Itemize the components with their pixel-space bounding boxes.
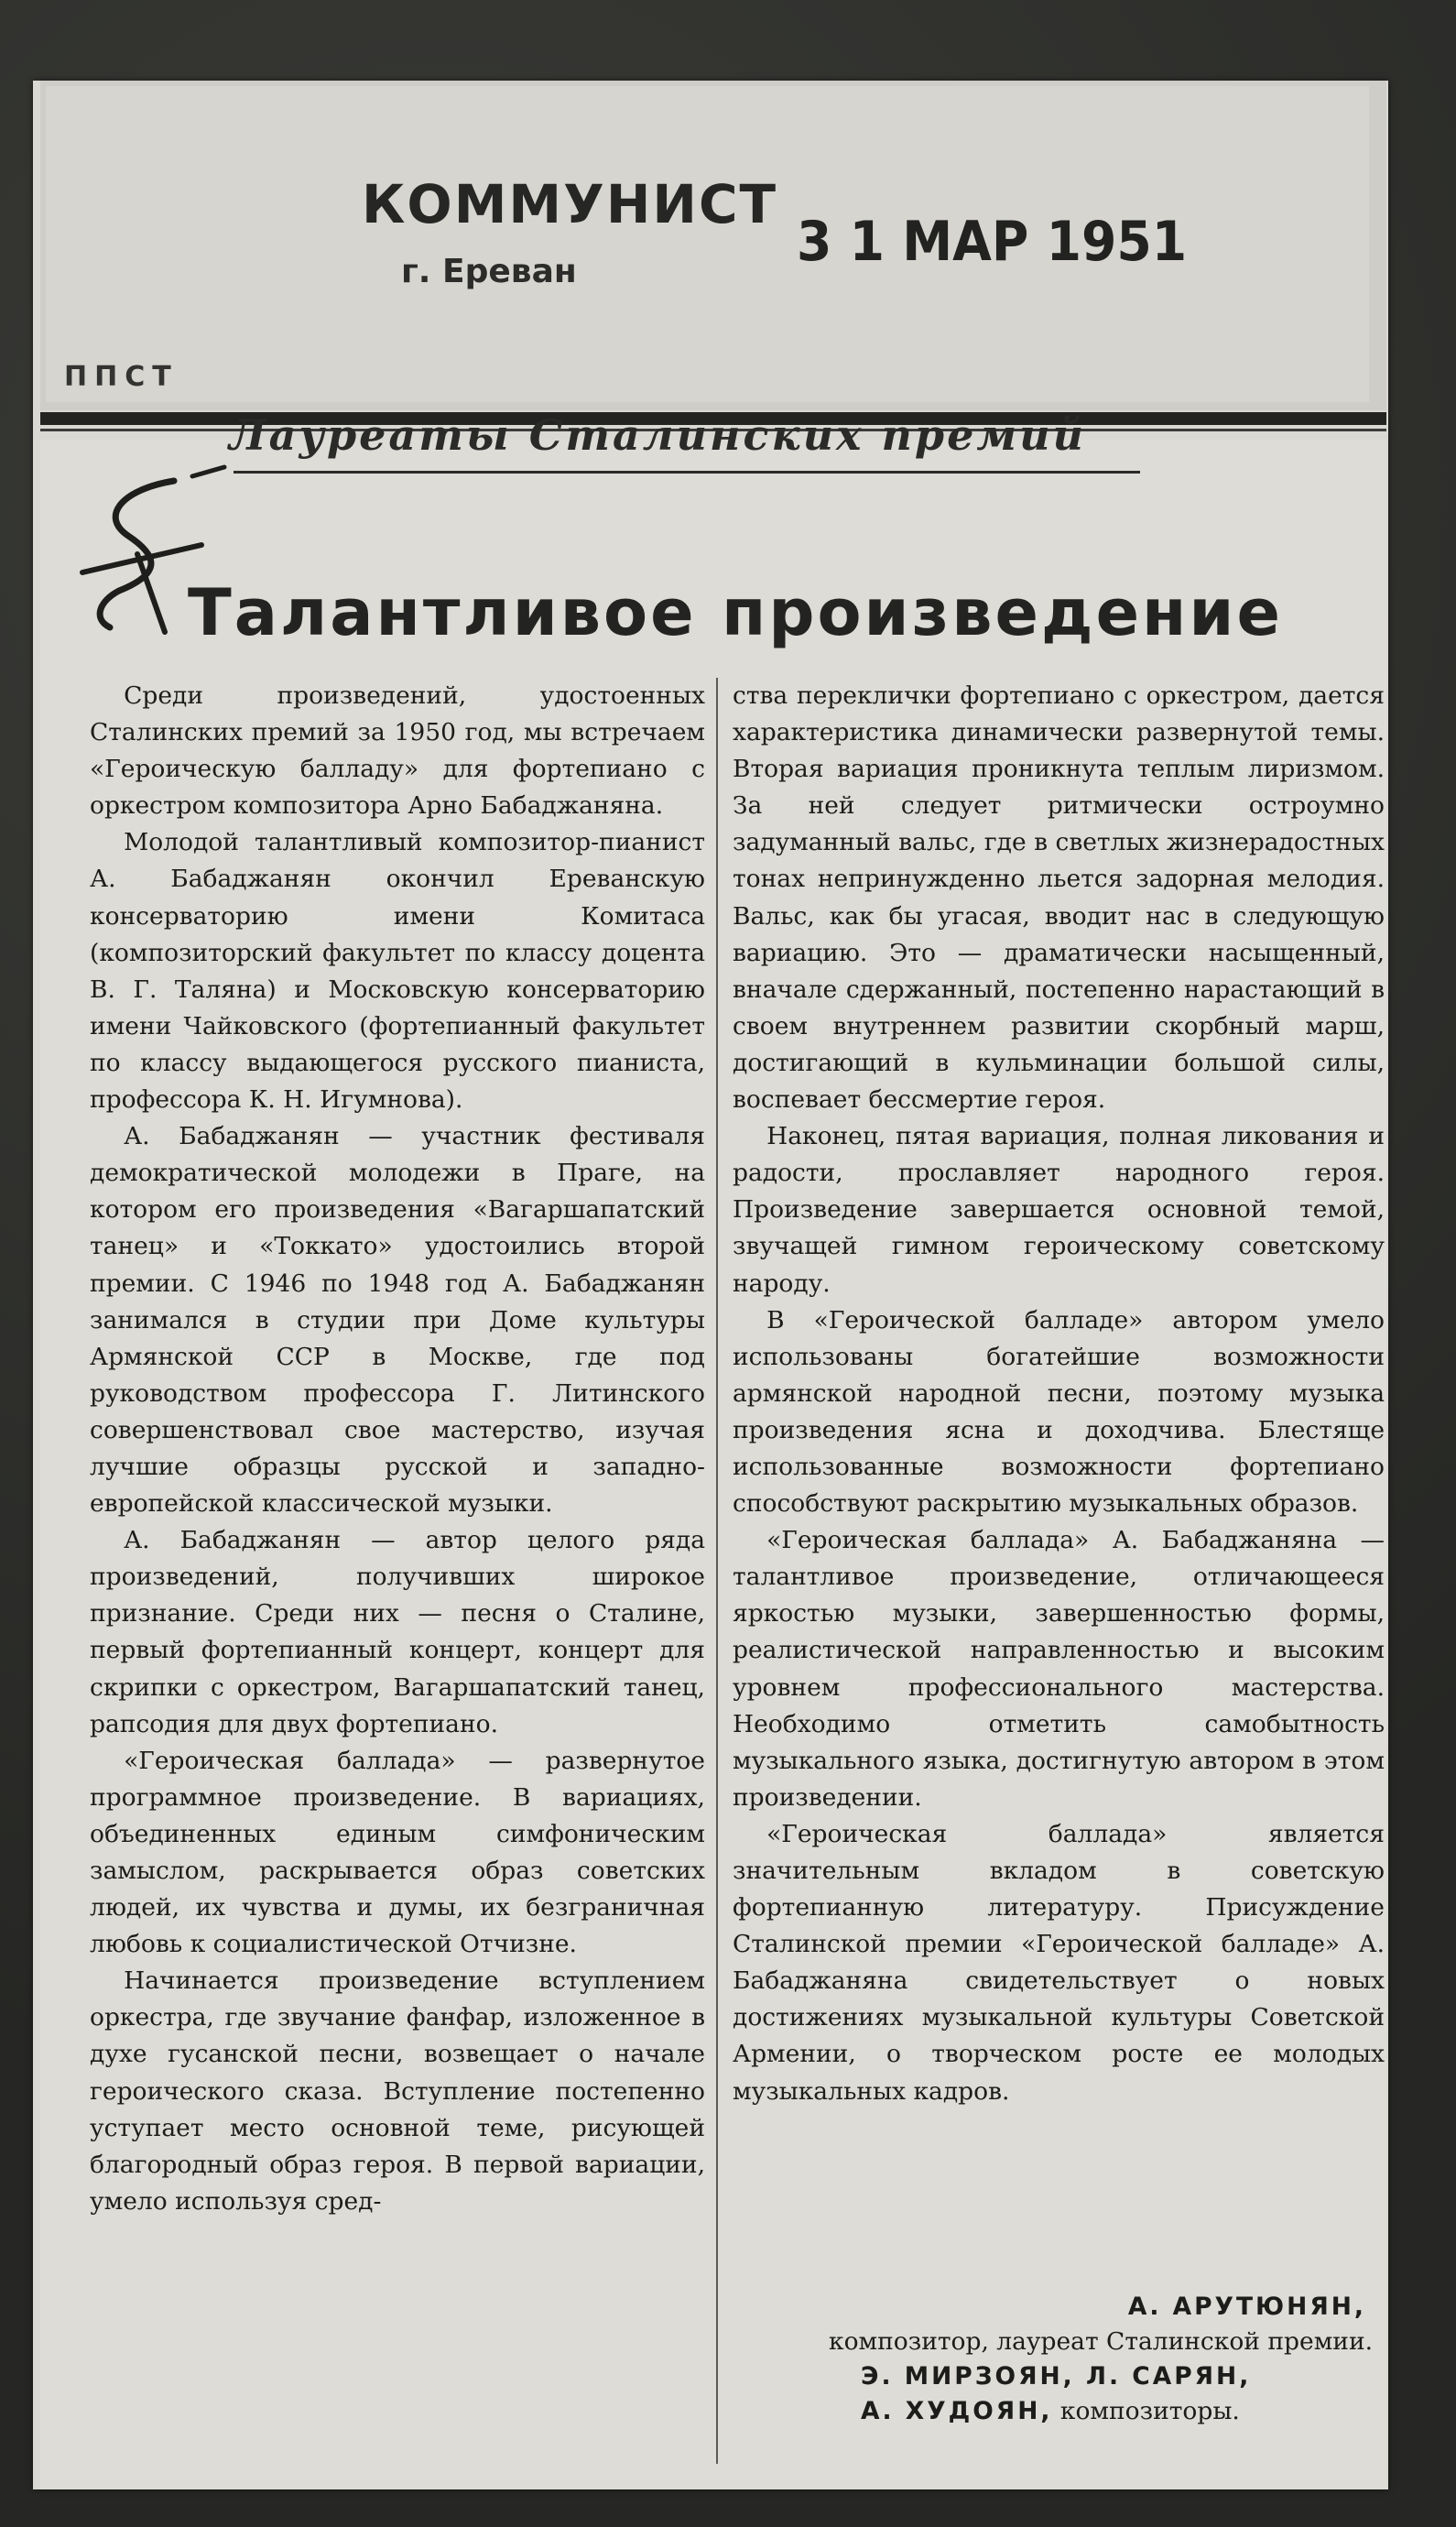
article-column-right xyxy=(733,678,1385,2110)
paragraph: «Героическая баллада» А. Бабаджаняна — талантливое произведение, отличающееся яркостью музыки, завершенностью формы, реалистической направленностью и высоким уровнем профессионального мастерства. Необходимо отметить самобытность музыкального языка, достигнутую автором в этом произведении. xyxy=(733,1526,1385,1812)
article-headline: Талантливое произведение xyxy=(188,575,1283,650)
author-name: А. АРУТЮНЯН, xyxy=(1127,2293,1366,2321)
header-band xyxy=(40,81,1386,410)
article-column-left xyxy=(90,678,705,2220)
author-title: композитор, лауреат Сталинской премии. xyxy=(829,2327,1374,2356)
signature-block xyxy=(733,2290,1385,2429)
paragraph: Начинается произведение вступлением оркестра, где звучание фанфар, изложенное в духе гусанской песни, возвещает о начале героического сказа. Вступление постепенно уступает место основной теме, рисующей благородный образ героя. В первой вариации, умело используя сред- xyxy=(90,1966,705,2216)
paragraph: «Героическая баллада» — развернутое программное произведение. В вариациях, объединенных единым симфоническим замыслом, раскрывается образ советских людей, их чувства и думы, их безграничная любовь к социалистической Отчизне. xyxy=(90,1746,705,1959)
paragraph: ства переклички фортепиано с оркестром, дается характеристика динамически развернутой темы. Вторая вариация проникнута теплым лиризмом. За ней следует ритмически остроумно задуманный вальс, где в светлых жизнерадостных тонах непринужденно льется задорная мелодия. Вальс, как бы угасая, вводит нас в следующую вариацию. Это — драматически насыщенный, вначале сдержанный, постепенно нарастающий в своем внутреннем развитии скорбный марш, достигающий в кульминации большой силы, воспевает бессмертие героя. xyxy=(733,681,1385,1115)
paragraph: «Героическая баллада» является значительным вкладом в советскую фортепианную литературу. Присуждение Сталинской премии «Героической балладе» А. Бабаджаняна свидетельствует о новых достижениях музыкальной культуры Советской Армении, о творческом росте ее молодых музыкальных кадров. xyxy=(733,1819,1385,2106)
newspaper-city: г. Ереван xyxy=(401,253,577,290)
author-name: А. ХУДОЯН, xyxy=(861,2397,1053,2425)
paragraph: В «Героической балладе» автором умело использованы богатейшие возможности армянской народной песни, поэтому музыка произведения ясна и доходчива. Блестяще использованные возможности фортепиано способствуют раскрытию музыкальных образов. xyxy=(733,1305,1385,1519)
paragraph: Молодой талантливый композитор-пианист А. Бабаджанян окончил Ереванскую консерваторию имени Комитаса (композиторский факультет по классу доцента В. Г. Таляна) и Московскую консерваторию имени Чайковского (фортепианный факультет по классу выдающегося русского пианиста, профессора К. Н. Игумнова). xyxy=(90,828,705,1115)
column-divider xyxy=(716,678,718,2464)
paragraph: А. Бабаджанян — автор целого ряда произведений, получивших широкое признание. Среди них — песня о Сталине, первый фортепианный концерт, концерт для скрипки с оркестром, Вагаршапатский танец, рапсодия для двух фортепиано. xyxy=(90,1526,705,1738)
paragraph: Наконец, пятая вариация, полная ликования и радости, прославляет народного героя. Произведение завершается основной темой, звучащей гимном героическому советскому народу. xyxy=(733,1122,1385,1298)
author-names: Э. МИРЗОЯН, Л. САРЯН, xyxy=(861,2362,1252,2391)
authors-role: композиторы. xyxy=(1059,2397,1240,2425)
newspaper-name: КОММУНИСТ xyxy=(362,173,778,235)
paragraph: Среди произведений, удостоенных Сталинских премий за 1950 год, мы встречаем «Героическую балладу» для фортепиано с оркестром композитора Арно Бабаджаняна. xyxy=(90,681,705,821)
publication-date: 3 1 МАР 1951 xyxy=(797,210,1188,274)
agency-stamp: ППСТ xyxy=(64,361,179,393)
clipping-stamp xyxy=(46,86,1369,402)
rubric-underline xyxy=(234,471,1140,474)
paragraph: А. Бабаджанян — участник фестиваля демократической молодежи в Праге, на котором его произведения «Вагаршапатский танец» и «Токкато» удостоились второй премии. С 1946 по 1948 год А. Бабаджанян занимался в студии при Доме культуры Армянской ССР в Москве, где под руководством профессора Г. Литинского совершенствовал свое мастерство, изучая лучшие образцы русской и западно-европейской классической музыки. xyxy=(90,1122,705,1519)
rubric-title: Лауреаты Сталинских премий xyxy=(229,410,1086,460)
